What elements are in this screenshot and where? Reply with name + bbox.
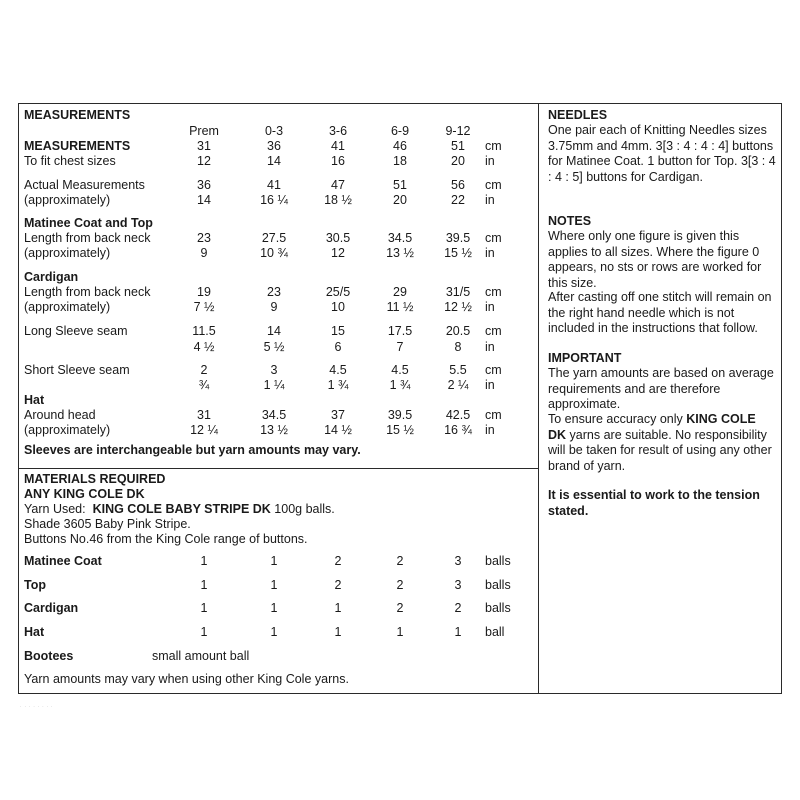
- measurement-value: 5.5: [449, 363, 467, 377]
- material-unit: balls: [485, 554, 511, 568]
- measurement-label: (approximately): [24, 246, 111, 260]
- material-value: 1: [200, 625, 208, 639]
- measurement-value: 1 ¾: [389, 378, 411, 392]
- measurement-unit: cm: [485, 363, 502, 377]
- measurement-value: 31: [197, 139, 211, 153]
- measurement-value: 51: [451, 139, 465, 153]
- material-value: 1: [334, 625, 342, 639]
- measurement-value: 22: [451, 193, 465, 207]
- tension-note: It is essential to work to the tension stated.: [548, 488, 760, 518]
- measurement-value: 19: [197, 285, 211, 299]
- measurement-value: 39.5: [387, 408, 413, 422]
- measurement-label: Long Sleeve seam: [24, 324, 128, 338]
- important-prefix: To ensure accuracy only: [548, 412, 687, 426]
- material-value: 3: [454, 554, 462, 568]
- measurement-label: (approximately): [24, 193, 111, 207]
- material-label: Cardigan: [24, 601, 79, 615]
- yarn-used-line: [24, 502, 335, 517]
- measurement-value: 27.5: [261, 231, 287, 245]
- measurement-value: 15 ½: [386, 423, 414, 437]
- material-value: 1: [454, 625, 462, 639]
- measurement-unit: in: [485, 378, 495, 392]
- bootees-value: small amount ball: [152, 649, 250, 663]
- measurement-value: 14: [267, 154, 281, 168]
- measurement-value: 14: [267, 324, 281, 338]
- measurement-value: 23: [267, 285, 281, 299]
- yarn-used-suffix: 100g balls.: [270, 502, 335, 516]
- measurement-unit: cm: [485, 408, 502, 422]
- measurement-value: 12 ½: [444, 300, 472, 314]
- measurement-value: 12 ¼: [190, 423, 218, 437]
- measurement-value: 1 ¾: [327, 378, 349, 392]
- measurement-unit: in: [485, 423, 495, 437]
- bootees-label: Bootees: [24, 649, 74, 663]
- measurement-unit: cm: [485, 324, 502, 338]
- measurement-value: 31: [197, 408, 211, 422]
- measurement-label: (approximately): [24, 423, 111, 437]
- measurement-label: Short Sleeve seam: [24, 363, 130, 377]
- measurement-value: 29: [393, 285, 407, 299]
- measurement-unit: cm: [485, 178, 502, 192]
- measurement-value: 18 ½: [324, 193, 352, 207]
- section-divider: [18, 468, 539, 469]
- material-value: 1: [396, 625, 404, 639]
- material-value: 1: [270, 601, 278, 615]
- measurement-value: 25/5: [325, 285, 351, 299]
- measurement-value: ¾: [198, 378, 210, 392]
- material-value: 2: [396, 578, 404, 592]
- material-label: Matinee Coat: [24, 554, 102, 568]
- measurement-value: 15 ½: [444, 246, 472, 260]
- measurement-value: 20: [393, 193, 407, 207]
- measurement-unit: in: [485, 193, 495, 207]
- size-header: 9-12: [445, 124, 471, 138]
- material-value: 2: [334, 578, 342, 592]
- measurement-value: 1 ¼: [263, 378, 285, 392]
- measurement-label: Matinee Coat and Top: [24, 216, 153, 230]
- measurement-value: 11 ½: [386, 300, 414, 314]
- king-cole-dk: KING COLE DK: [548, 412, 756, 442]
- measurements-title: MEASUREMENTS: [24, 108, 131, 122]
- material-value: 1: [200, 601, 208, 615]
- important-text-2: [548, 412, 776, 474]
- materials-title: MATERIALS REQUIRED: [24, 472, 166, 486]
- measurement-label: MEASUREMENTS: [24, 139, 131, 153]
- measurement-unit: cm: [485, 231, 502, 245]
- measurement-label: Cardigan: [24, 270, 79, 284]
- important-suffix: yarns are suitable. No responsibility will be taken for result of using any other brand of yarn.: [548, 427, 772, 473]
- measurement-unit: cm: [485, 139, 502, 153]
- measurement-value: 7: [396, 340, 404, 354]
- measurement-value: 30.5: [325, 231, 351, 245]
- material-value: 1: [270, 578, 278, 592]
- material-unit: balls: [485, 601, 511, 615]
- measurement-value: 11.5: [192, 324, 216, 338]
- needles-text: One pair each of Knitting Needles sizes 3.75mm and 4mm. 3[3 : 4 : 4 : 4] buttons for Matinee Coat. 1 button for Top. 3[3 : 4 : 4 : 5] buttons for Cardigan.: [548, 123, 776, 184]
- measurement-value: 12: [197, 154, 211, 168]
- material-value: 1: [334, 601, 342, 615]
- yarn-name: KING COLE BABY STRIPE DK: [92, 502, 271, 516]
- measurement-value: 14: [197, 193, 211, 207]
- material-label: Hat: [24, 625, 45, 639]
- notes-title: NOTES: [548, 214, 592, 228]
- measurement-value: 46: [393, 139, 407, 153]
- measurement-value: 16: [331, 154, 345, 168]
- material-value: 1: [200, 554, 208, 568]
- material-value: 1: [270, 554, 278, 568]
- measurement-value: 36: [197, 178, 211, 192]
- measurement-label: To fit chest sizes: [24, 154, 116, 168]
- sleeves-note: Sleeves are interchangeable but yarn amounts may vary.: [24, 443, 361, 457]
- measurement-value: 6: [334, 340, 342, 354]
- measurement-value: 20.5: [445, 324, 471, 338]
- measurement-value: 9: [200, 246, 208, 260]
- measurement-value: 4.5: [329, 363, 347, 377]
- measurement-label: Length from back neck: [24, 285, 151, 299]
- measurement-value: 20: [451, 154, 465, 168]
- measurement-value: 13 ½: [260, 423, 288, 437]
- measurement-value: 10: [331, 300, 345, 314]
- material-value: 2: [334, 554, 342, 568]
- measurement-unit: cm: [485, 285, 502, 299]
- measurement-unit: in: [485, 340, 495, 354]
- measurement-value: 13 ½: [386, 246, 414, 260]
- measurement-value: 37: [331, 408, 345, 422]
- measurement-value: 34.5: [387, 231, 413, 245]
- measurement-value: 16 ¼: [260, 193, 288, 207]
- needles-title: NEEDLES: [548, 108, 608, 122]
- measurement-unit: in: [485, 246, 495, 260]
- measurement-value: 7 ½: [193, 300, 215, 314]
- measurement-value: 9: [270, 300, 278, 314]
- column-divider: [538, 103, 539, 694]
- measurement-value: 34.5: [261, 408, 287, 422]
- measurement-value: 31/5: [445, 285, 471, 299]
- measurement-value: 42.5: [445, 408, 471, 422]
- measurement-value: 36: [267, 139, 281, 153]
- measurement-label: (approximately): [24, 300, 111, 314]
- measurement-value: 15: [331, 324, 345, 338]
- measurement-value: 41: [331, 139, 345, 153]
- material-unit: balls: [485, 578, 511, 592]
- buttons-line: Buttons No.46 from the King Cole range of buttons.: [24, 532, 308, 546]
- notes-text-2: After casting off one stitch will remain on the right hand needle which is not included in the instructions that follow.: [548, 290, 772, 336]
- material-label: Top: [24, 578, 46, 592]
- measurement-value: 16 ¾: [444, 423, 472, 437]
- material-value: 3: [454, 578, 462, 592]
- measurement-label: Hat: [24, 393, 45, 407]
- measurement-value: 17.5: [387, 324, 413, 338]
- measurement-value: 14 ½: [324, 423, 352, 437]
- material-value: 2: [396, 554, 404, 568]
- size-header: 3-6: [328, 124, 348, 138]
- measurement-value: 10 ¾: [260, 246, 288, 260]
- measurement-value: 2: [200, 363, 208, 377]
- measurement-value: 8: [454, 340, 462, 354]
- measurement-value: 3: [270, 363, 278, 377]
- measurement-value: 56: [451, 178, 465, 192]
- measurement-unit: in: [485, 154, 495, 168]
- size-header: 0-3: [264, 124, 284, 138]
- yarn-used-prefix: Yarn Used:: [24, 502, 93, 516]
- measurement-value: 2 ¼: [447, 378, 469, 392]
- measurement-label: Length from back neck: [24, 231, 151, 245]
- measurement-value: 5 ½: [263, 340, 285, 354]
- measurement-value: 12: [331, 246, 345, 260]
- measurement-label: Around head: [24, 408, 96, 422]
- size-header: 6-9: [390, 124, 410, 138]
- measurement-value: 41: [267, 178, 281, 192]
- material-value: 2: [454, 601, 462, 615]
- size-header: Prem: [189, 124, 219, 138]
- measurement-value: 51: [393, 178, 407, 192]
- materials-footer: Yarn amounts may vary when using other King Cole yarns.: [24, 672, 349, 686]
- measurement-value: 23: [197, 231, 211, 245]
- measurement-value: 4 ½: [193, 340, 215, 354]
- notes-text-1: Where only one figure is given this applies to all sizes. Where the figure 0 appears, no sts or rows are worked for this size.: [548, 229, 762, 290]
- important-title: IMPORTANT: [548, 351, 622, 365]
- material-unit: ball: [485, 625, 505, 639]
- measurement-value: 4.5: [391, 363, 409, 377]
- measurement-value: 39.5: [445, 231, 471, 245]
- page-code-mark: · · · · · · · ·: [20, 704, 54, 709]
- measurement-unit: in: [485, 300, 495, 314]
- materials-subtitle: ANY KING COLE DK: [24, 487, 145, 501]
- material-value: 1: [270, 625, 278, 639]
- important-text-1: The yarn amounts are based on average requirements and are therefore approximate.: [548, 366, 774, 412]
- material-value: 1: [200, 578, 208, 592]
- measurement-label: Actual Measurements: [24, 178, 145, 192]
- measurement-value: 47: [331, 178, 345, 192]
- measurement-value: 18: [393, 154, 407, 168]
- material-value: 2: [396, 601, 404, 615]
- shade-line: Shade 3605 Baby Pink Stripe.: [24, 517, 191, 531]
